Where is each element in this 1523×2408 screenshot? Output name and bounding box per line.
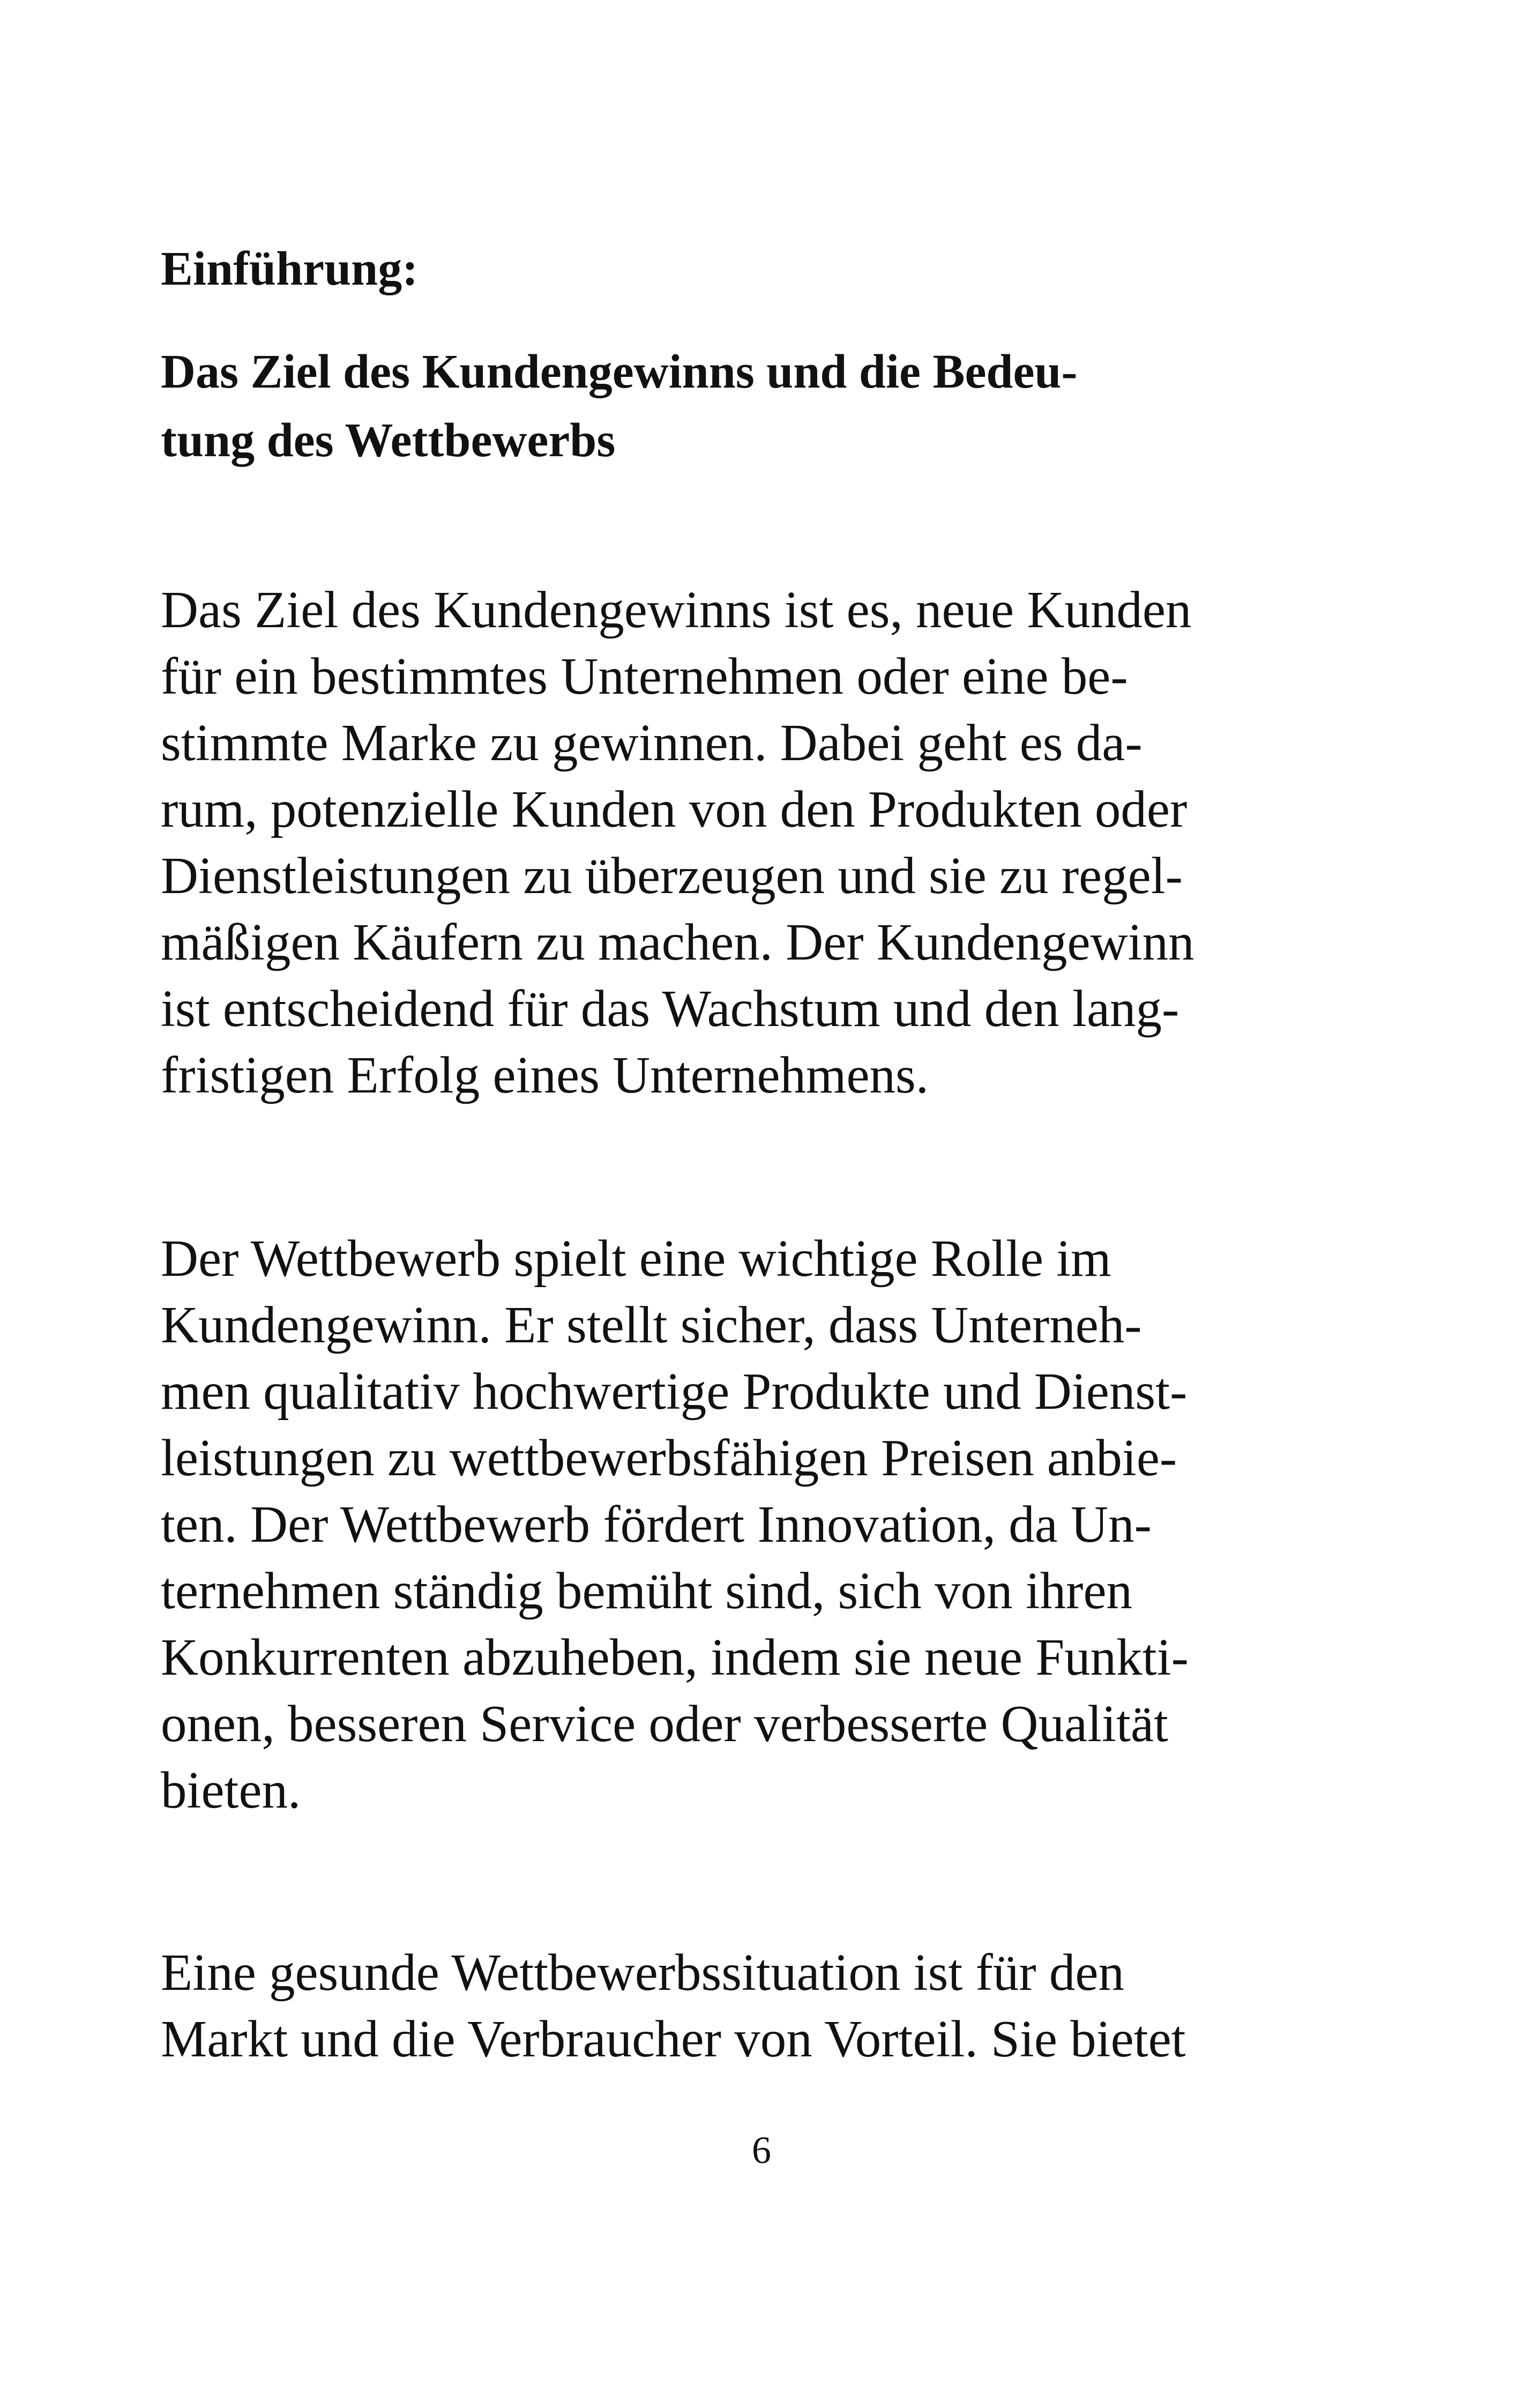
text-line: ternehmen ständig bemüht sind, sich von ihren bbox=[161, 1562, 1133, 1619]
page-number: 6 bbox=[752, 2129, 771, 2172]
text-line: fristigen Erfolg eines Unternehmens. bbox=[161, 1046, 929, 1104]
section-label bbox=[161, 235, 418, 303]
text-line: ist entscheidend für das Wachstum und den lang- bbox=[161, 980, 1179, 1037]
paragraph-healthy-competition bbox=[161, 1939, 1186, 2072]
chapter-title-line: tung des Wettbewerbs bbox=[161, 414, 616, 467]
text-line: mäßigen Käufern zu machen. Der Kundengewinn bbox=[161, 913, 1194, 971]
paragraph-customer-acquisition-goal bbox=[161, 577, 1194, 1109]
text-line: Das Ziel des Kundengewinns ist es, neue Kunden bbox=[161, 581, 1192, 638]
text-line: Der Wettbewerb spielt eine wichtige Rolle im bbox=[161, 1230, 1111, 1287]
text-line: bieten. bbox=[161, 1762, 301, 1819]
text-line: Dienstleistungen zu überzeugen und sie zu regel- bbox=[161, 847, 1183, 904]
paragraph-competition-role bbox=[161, 1225, 1189, 1824]
text-line: rum, potenzielle Kunden von den Produkten oder bbox=[161, 781, 1188, 838]
text-line: Kundengewinn. Er stellt sicher, dass Unterneh- bbox=[161, 1296, 1142, 1354]
chapter-title-line: Das Ziel des Kundengewinns und die Bedeu- bbox=[161, 345, 1078, 398]
text-line: Markt und die Verbraucher von Vorteil. Sie bietet bbox=[161, 2010, 1186, 2068]
text-line: ten. Der Wettbewerb fördert Innovation, da Un- bbox=[161, 1496, 1152, 1553]
text-line: leistungen zu wettbewerbsfähigen Preisen anbie- bbox=[161, 1429, 1177, 1487]
section-label-text: Einführung: bbox=[161, 242, 419, 295]
text-line: onen, besseren Service oder verbesserte Qualität bbox=[161, 1695, 1168, 1752]
text-line: Eine gesunde Wettbewerbssituation ist für den bbox=[161, 1944, 1124, 2001]
text-line: für ein bestimmtes Unternehmen oder eine be- bbox=[161, 648, 1128, 705]
text-line: men qualitativ hochwertige Produkte und Dienst- bbox=[161, 1363, 1188, 1420]
text-line: stimmte Marke zu gewinnen. Dabei geht es da- bbox=[161, 714, 1143, 771]
chapter-title bbox=[161, 338, 1077, 475]
text-line: Konkurrenten abzuheben, indem sie neue Funkti- bbox=[161, 1629, 1189, 1686]
